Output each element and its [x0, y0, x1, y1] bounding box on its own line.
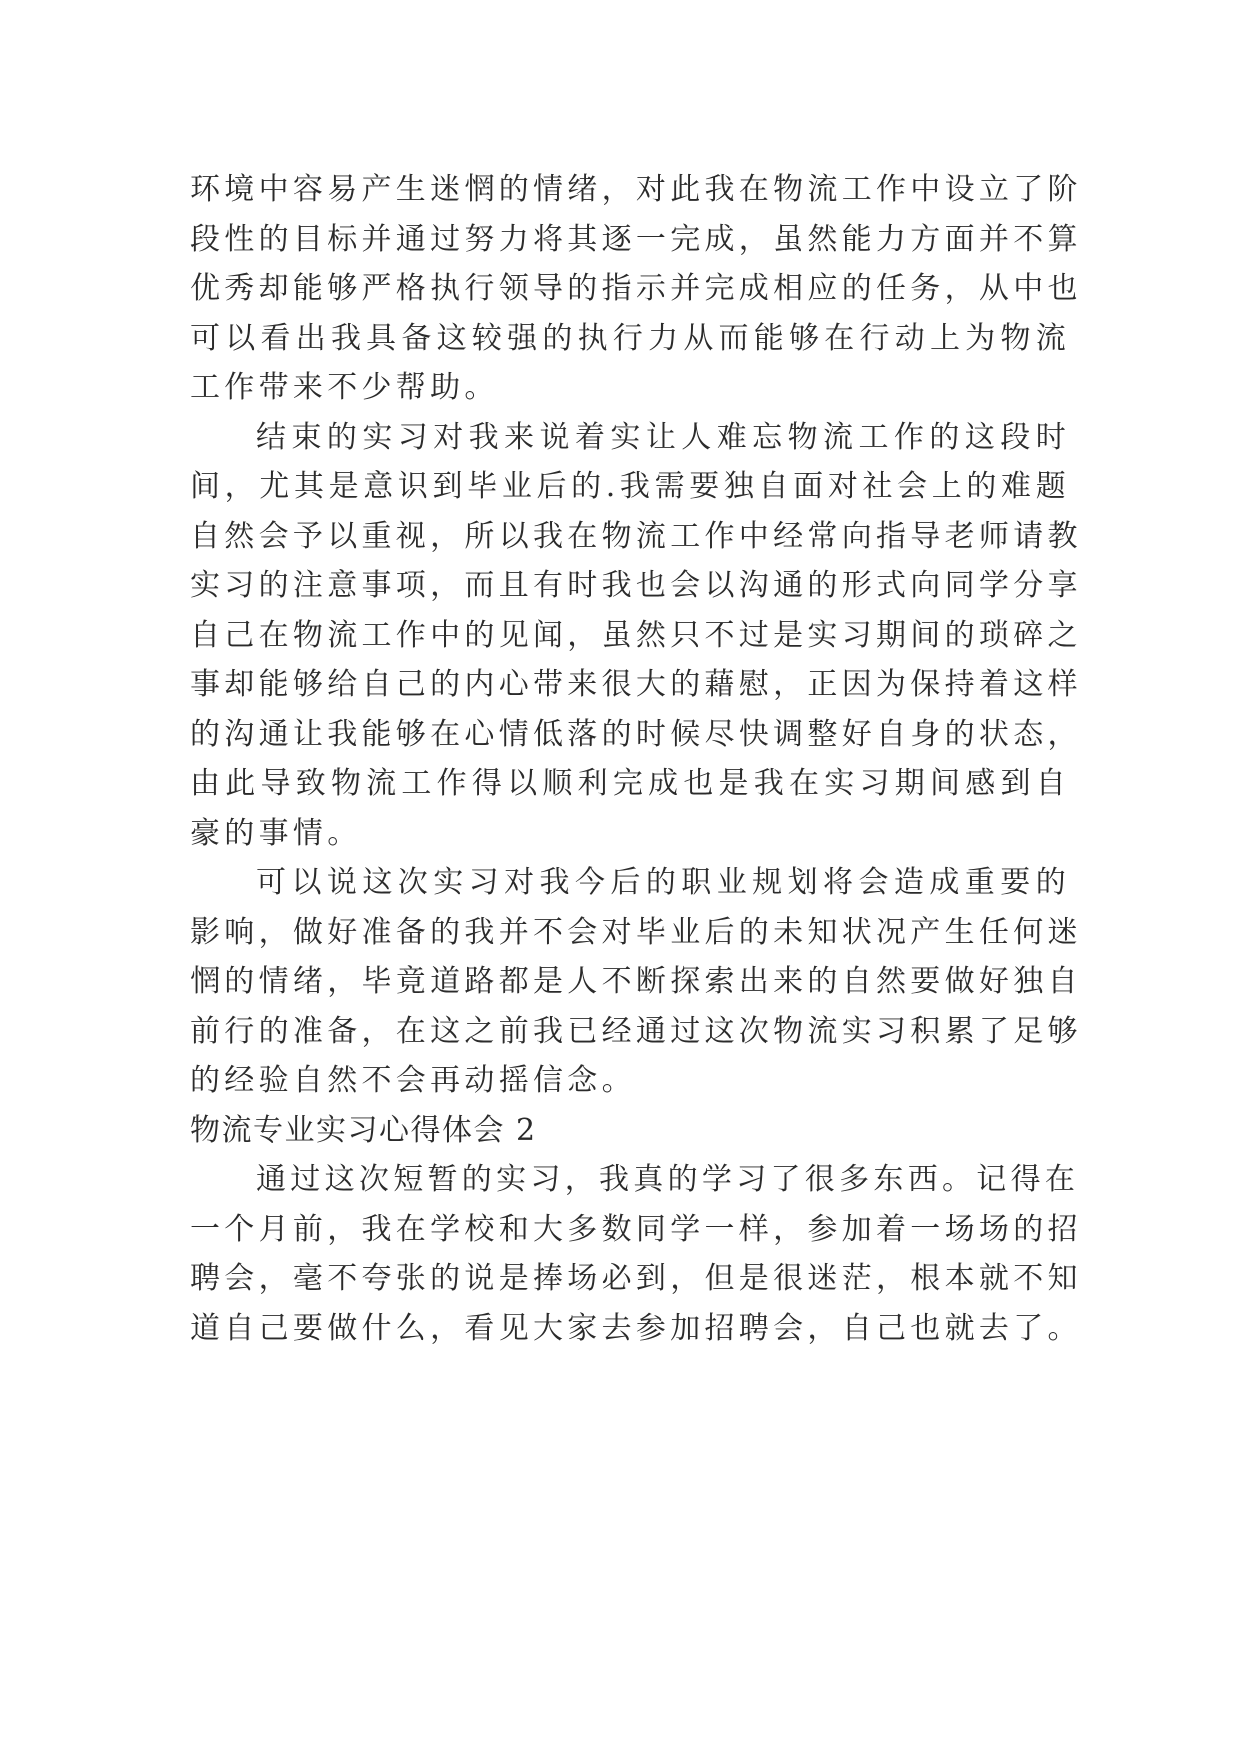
- paragraph-2-line-8: 由此导致物流工作得以顺利完成也是我在实习期间感到自: [190, 766, 1070, 801]
- paragraph-1-line-1: 环境中容易产生迷惘的情绪，对此我在物流工作中设立了阶: [190, 172, 1082, 207]
- paragraph-3-line-2: 影响，做好准备的我并不会对毕业后的未知状况产生任何迷: [190, 914, 1082, 950]
- paragraph-4-line-1: 通过这次短暂的实习，我真的学习了很多东西。记得在: [256, 1162, 1080, 1197]
- paragraph-1: [190, 165, 1082, 413]
- paragraph-2-line-1: 结束的实习对我来说着实让人难忘物流工作的这段时: [256, 419, 1070, 455]
- paragraph-1-line-5: 工作带来不少帮助。: [190, 370, 499, 405]
- paragraph-4-line-3: 聘会，毫不夸张的说是捧场必到，但是很迷茫，根本就不知: [190, 1261, 1082, 1296]
- paragraph-3: [190, 858, 1082, 1106]
- paragraph-2-line-2: 间，尤其是意识到毕业后的.我需要独自面对社会上的难题: [190, 469, 1070, 504]
- paragraph-2-line-7: 的沟通让我能够在心情低落的时候尽快调整好自身的状态，: [190, 716, 1082, 752]
- paragraph-1-line-2: 段性的目标并通过努力将其逐一完成，虽然能力方面并不算: [190, 221, 1082, 257]
- paragraph-4-line-2: 一个月前，我在学校和大多数同学一样，参加着一场场的招: [190, 1211, 1082, 1247]
- paragraph-1-line-3: 优秀却能够严格执行领导的指示并完成相应的任务，从中也: [190, 271, 1082, 306]
- paragraph-3-line-1: 可以说这次实习对我今后的职业规划将会造成重要的: [256, 865, 1070, 900]
- paragraph-4: [190, 1155, 1082, 1353]
- paragraph-3-line-5: 的经验自然不会再动摇信念。: [190, 1063, 636, 1098]
- paragraph-2: [190, 413, 1082, 859]
- paragraph-2-line-3: 自然会予以重视，所以我在物流工作中经常向指导老师请教: [190, 518, 1082, 554]
- paragraph-2-line-6: 事却能够给自己的内心带来很大的藉慰，正因为保持着这样: [190, 667, 1082, 702]
- paragraph-3-line-4: 前行的准备，在这之前我已经通过这次物流实习积累了足够: [190, 1013, 1082, 1049]
- paragraph-1-line-4: 可以看出我具备这较强的执行力从而能够在行动上为物流: [190, 320, 1070, 356]
- paragraph-2-line-9: 豪的事情。: [190, 815, 362, 851]
- paragraph-4-line-4: 道自己要做什么，看见大家去参加招聘会，自己也就去了。: [190, 1310, 1082, 1346]
- paragraph-2-line-5: 自己在物流工作中的见闻，虽然只不过是实习期间的琐碎之: [190, 617, 1082, 653]
- document-body: [190, 165, 1082, 1353]
- section-heading: 物流专业实习心得体会 2: [190, 1112, 537, 1148]
- paragraph-3-line-3: 惘的情绪，毕竟道路都是人不断探索出来的自然要做好独自: [190, 964, 1082, 999]
- paragraph-2-line-4: 实习的注意事项，而且有时我也会以沟通的形式向同学分享: [190, 568, 1082, 603]
